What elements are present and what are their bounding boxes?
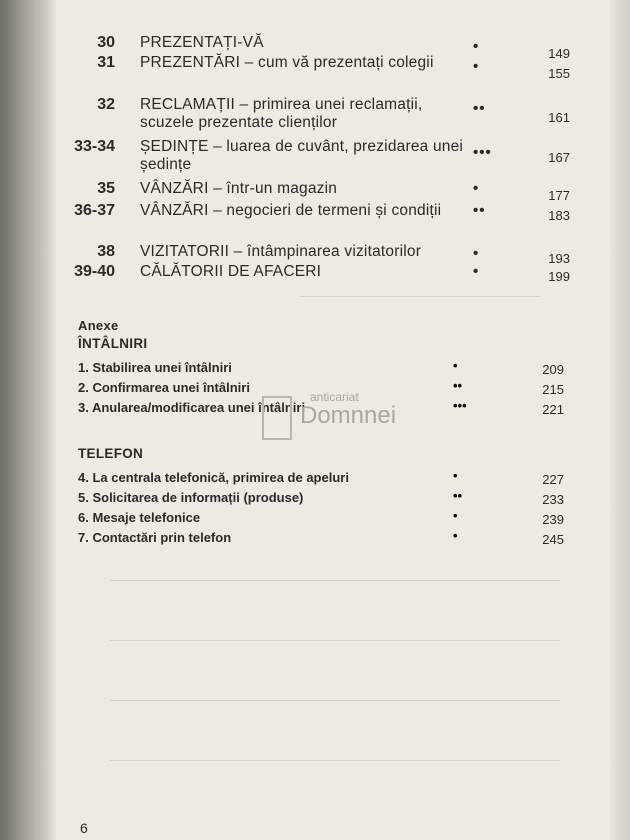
watermark-main-text: Domnnei — [300, 402, 397, 429]
entry-number: 32 — [97, 96, 115, 113]
bleed-line — [110, 580, 560, 581]
entry-page: 155 — [548, 66, 570, 81]
entry-title: ȘEDINȚE – luarea de cuvânt, prezidarea unei ședințe — [140, 138, 464, 173]
entry-title: PREZENTAȚI-VĂ — [140, 34, 264, 51]
section-heading-intalniri: ÎNTÂLNIRI — [78, 336, 148, 351]
entry-title: RECLAMAȚII – primirea unei reclamații, scuzele prezentate clienților — [140, 96, 423, 131]
annex-item: 2. Confirmarea unei întâlniri — [78, 380, 250, 395]
entry-page: 183 — [548, 208, 570, 223]
entry-title: VIZITATORII – întâmpinarea vizitatorilor — [140, 243, 422, 260]
telefon-item: 7. Contactări prin telefon — [78, 530, 232, 545]
entry-number: 30 — [97, 34, 115, 51]
difficulty-dots: • — [473, 38, 480, 55]
section-heading-telefon: TELEFON — [78, 446, 144, 461]
telefon-item-page: 233 — [542, 492, 564, 507]
entry-number: 33-34 — [74, 138, 115, 155]
entry-number: 39-40 — [74, 263, 115, 280]
annex-label: Anexe — [78, 318, 119, 333]
entry-number: 36-37 — [74, 202, 115, 219]
entry-page: 161 — [548, 110, 570, 125]
telefon-item-page: 239 — [542, 512, 564, 527]
difficulty-dots: • — [473, 245, 480, 262]
bleed-line — [110, 640, 560, 641]
annex-item: 1. Stabilirea unei întâlniri — [78, 360, 232, 375]
telefon-item: 5. Solicitarea de informații (produse) — [78, 490, 304, 505]
difficulty-dots: ••• — [473, 144, 492, 161]
entry-number: 35 — [97, 180, 115, 197]
entry-page: 149 — [548, 46, 570, 61]
difficulty-dots: •• — [473, 202, 486, 219]
annex-item-page: 221 — [542, 402, 564, 417]
difficulty-dots: •• — [473, 100, 486, 117]
difficulty-dots: •• — [453, 488, 463, 503]
difficulty-dots: ••• — [453, 398, 467, 413]
entry-page: 199 — [548, 269, 570, 284]
telefon-item: 6. Mesaje telefonice — [78, 510, 201, 525]
difficulty-dots: • — [453, 468, 458, 483]
watermark-book-icon — [262, 396, 292, 440]
difficulty-dots: • — [473, 263, 480, 280]
entry-title: PREZENTĂRI – cum vă prezentați colegii — [140, 54, 434, 71]
entry-title: CĂLĂTORII DE AFACERI — [140, 263, 322, 280]
bleed-line — [110, 700, 560, 701]
telefon-item-page: 245 — [542, 532, 564, 547]
bleed-line — [300, 296, 540, 297]
entry-title: VÂNZĂRI – negocieri de termeni și condiții — [140, 202, 442, 219]
entry-page: 177 — [548, 188, 570, 203]
difficulty-dots: •• — [453, 378, 463, 393]
page-gutter-shadow — [0, 0, 56, 840]
difficulty-dots: • — [453, 528, 458, 543]
difficulty-dots: • — [453, 508, 458, 523]
entry-title: VÂNZĂRI – într-un magazin — [140, 180, 338, 197]
annex-item: 3. Anularea/modificarea unei întâlniri — [78, 400, 306, 415]
annex-item-page: 215 — [542, 382, 564, 397]
bleed-line — [110, 760, 560, 761]
watermark-top-text: anticariat — [310, 390, 359, 404]
annex-item-page: 209 — [542, 362, 564, 377]
difficulty-dots: • — [453, 358, 458, 373]
difficulty-dots: • — [473, 58, 480, 75]
entry-number: 38 — [97, 243, 115, 260]
watermark-logo — [262, 388, 397, 448]
entry-page: 193 — [548, 251, 570, 266]
entry-number: 31 — [97, 54, 115, 71]
page-edge-shadow — [610, 0, 630, 840]
telefon-item: 4. La centrala telefonică, primirea de apeluri — [78, 470, 349, 485]
telefon-item-page: 227 — [542, 472, 564, 487]
page-number: 6 — [80, 820, 88, 836]
entry-page: 167 — [548, 150, 570, 165]
difficulty-dots: • — [473, 180, 480, 197]
